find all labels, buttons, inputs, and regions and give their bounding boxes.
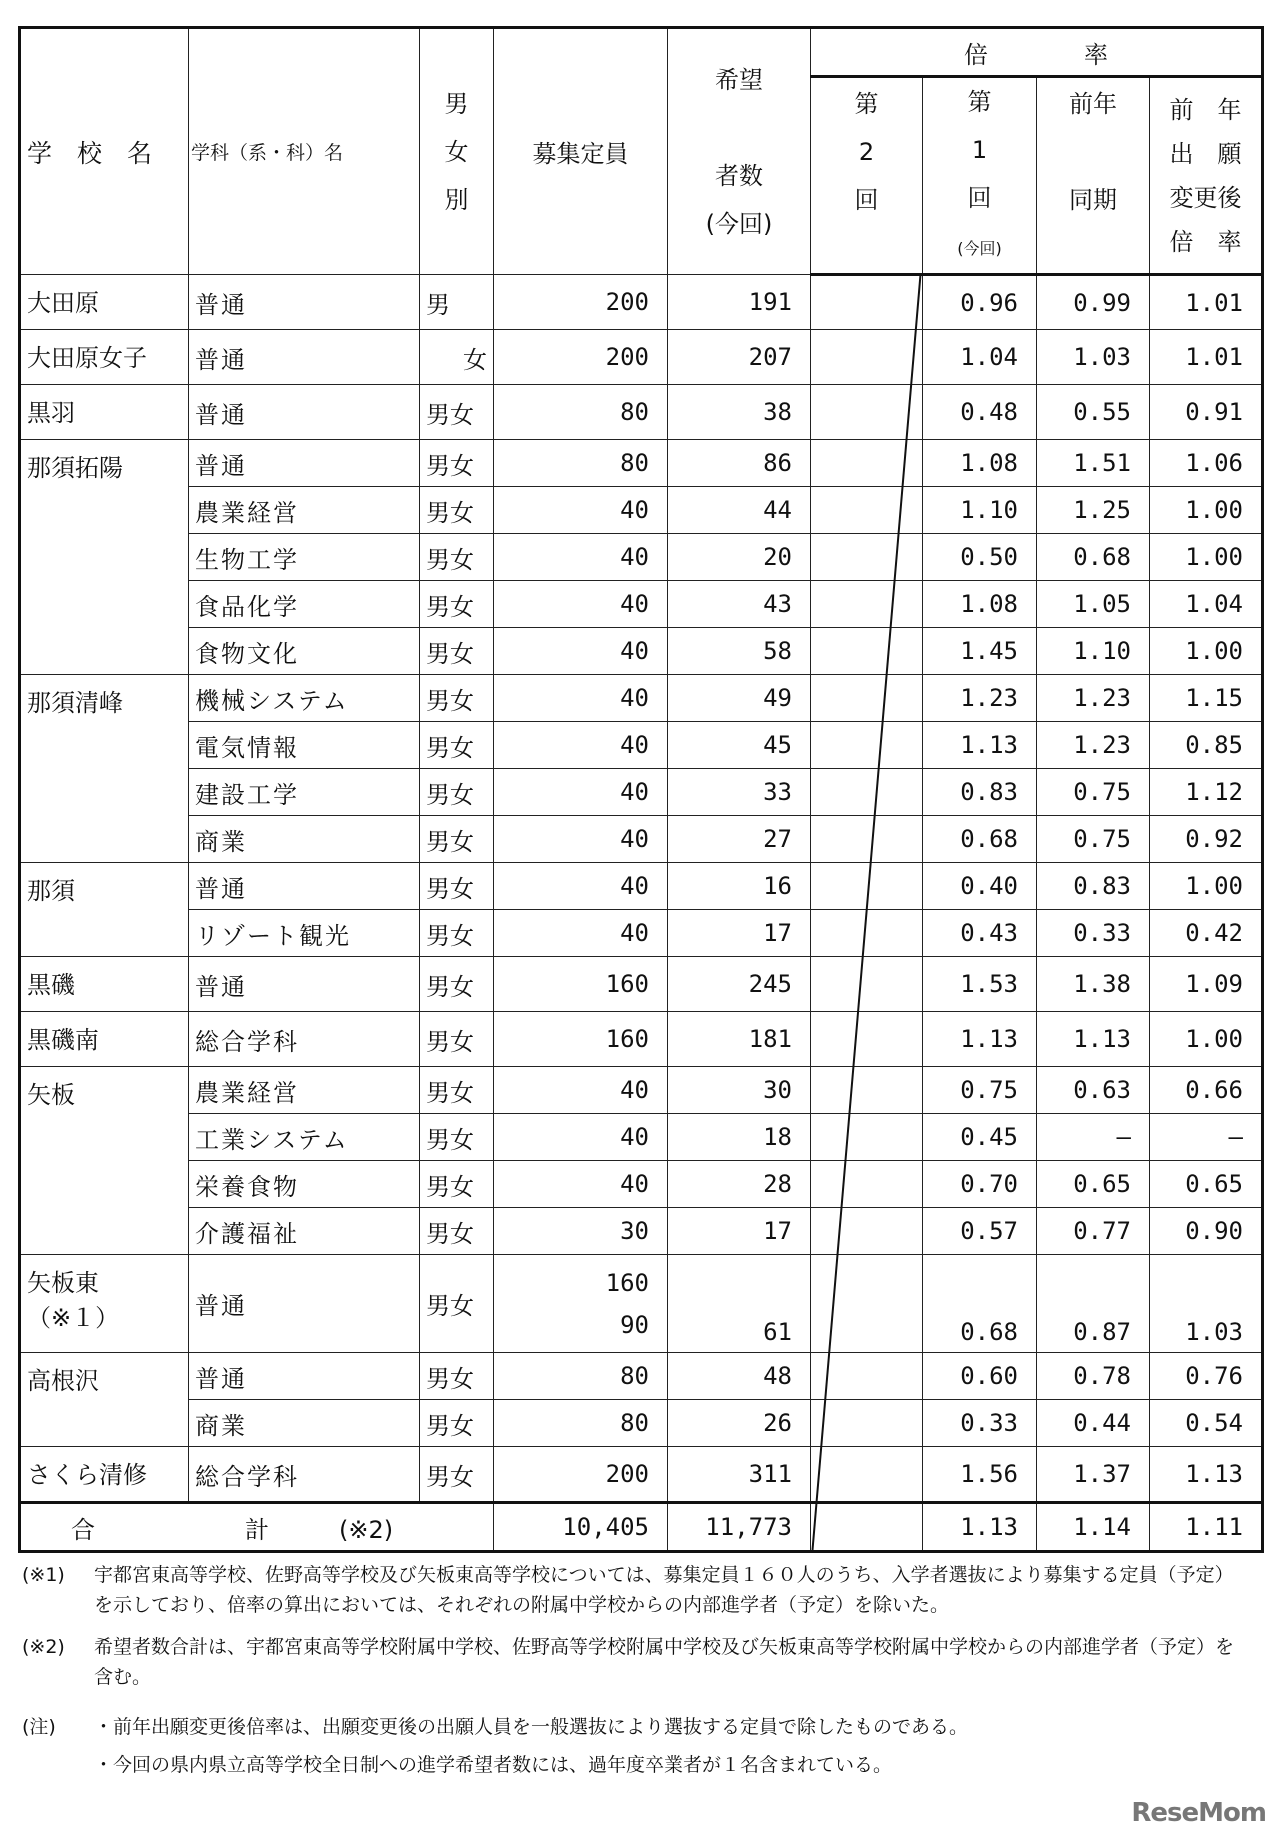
round2-ratio [811,385,923,440]
round2-ratio [811,1161,923,1208]
prev-year-ratio: 1.23 [1037,722,1150,769]
applicants: 311 [668,1447,811,1503]
capacity: 80 [494,1400,668,1447]
prev-changed-ratio: 1.00 [1150,487,1263,534]
footnote-4: ・今回の県内県立高等学校全日制への進学希望者数には、過年度卒業者が１名含まれている。 [94,1754,893,1776]
capacity: 200 [494,330,668,385]
round1-ratio: 0.68 [923,816,1037,863]
gender: 男女 [420,1114,494,1161]
round2-ratio [811,910,923,957]
applicants: 181 [668,1012,811,1067]
round1-ratio: 0.75 [923,1067,1037,1114]
capacity: 160 90 [494,1255,668,1353]
table-row [20,910,1263,957]
round2-ratio [811,1447,923,1503]
dept-name: 総合学科 [189,1447,420,1503]
round2-ratio [811,487,923,534]
dept-name: 普通 [189,440,420,487]
prev-year-ratio: 1.38 [1037,957,1150,1012]
total-applicants: 11,773 [668,1503,811,1552]
applicants: 28 [668,1161,811,1208]
applicants: 33 [668,769,811,816]
table-row [20,1114,1263,1161]
prev-year-ratio: 0.75 [1037,769,1150,816]
applicants: 30 [668,1067,811,1114]
round2-ratio [811,534,923,581]
capacity: 40 [494,1161,668,1208]
school-name-text: 高根沢 [27,1367,99,1395]
table-row [20,816,1263,863]
dept-name: 普通 [189,1255,420,1353]
capacity: 40 [494,675,668,722]
school-name-text: 那須拓陽 [27,454,123,482]
prev-changed-ratio: 0.85 [1150,722,1263,769]
header-capacity: 募集定員 [494,28,668,275]
header-applicants: 希望 者数 (今回) [668,28,811,275]
prev-changed-ratio: 0.92 [1150,816,1263,863]
footnotes [22,1560,1252,1792]
prev-year-ratio: 0.83 [1037,863,1150,910]
table-row [20,957,1263,1012]
dept-name: 商業 [189,816,420,863]
gender: 男女 [420,385,494,440]
prev-year-ratio: 1.25 [1037,487,1150,534]
applicants: 61 [668,1255,811,1353]
header-school: 学 校 名 [20,28,189,275]
capacity: 40 [494,581,668,628]
gender: 男女 [420,1208,494,1255]
header-prev-year: 前年 同期 [1037,77,1150,275]
total-label: 合 計 (※2) [20,1503,494,1552]
applicants: 48 [668,1353,811,1400]
round1-ratio: 0.68 [923,1255,1037,1353]
applicants: 27 [668,816,811,863]
prev-year-ratio: 0.63 [1037,1067,1150,1114]
applicants: 18 [668,1114,811,1161]
capacity: 40 [494,910,668,957]
prev-changed-ratio: 0.90 [1150,1208,1263,1255]
capacity: 200 [494,275,668,330]
table-body [20,275,1263,1503]
table-row [20,1161,1263,1208]
header-prev-changed: 前 年 出 願 変更後 倍 率 [1150,77,1263,275]
capacity: 40 [494,769,668,816]
table-row [20,628,1263,675]
round2-ratio [811,581,923,628]
capacity: 40 [494,628,668,675]
gender: 男女 [420,1255,494,1353]
total-prev: 1.14 [1037,1503,1150,1552]
total-round1: 1.13 [923,1503,1037,1552]
prev-year-ratio: 0.77 [1037,1208,1150,1255]
table-row [20,769,1263,816]
table-row [20,1447,1263,1503]
school-name [20,863,189,957]
prev-year-ratio: — [1037,1114,1150,1161]
round2-ratio [811,628,923,675]
applicants: 26 [668,1400,811,1447]
dept-name: 普通 [189,957,420,1012]
capacity: 40 [494,722,668,769]
footnote-2: (※2) 希望者数合計は、宇都宮東高等学校附属中学校、佐野高等学校附属中学校及び矢板東高等学校附属中学校からの内部進学者（予定）を含む。 [22,1636,1235,1688]
footnote-1: (※1) 宇都宮東高等学校、佐野高等学校及び矢板東高等学校については、募集定員１６０人のうち、入学者選抜により募集する定員（予定）を示しており、倍率の算出においては、それぞれの附属中学校からの内部進学者（予定）を除いた。 [22,1564,1234,1616]
prev-changed-ratio: 0.66 [1150,1067,1263,1114]
school-name-text: 大田原女子 [27,344,147,372]
prev-changed-ratio: — [1150,1114,1263,1161]
round1-ratio: 1.45 [923,628,1037,675]
school-name [20,675,189,863]
prev-changed-ratio: 1.04 [1150,581,1263,628]
prev-year-ratio: 1.03 [1037,330,1150,385]
round2-ratio [811,1255,923,1353]
school-name-text: 黒羽 [27,399,75,427]
prev-changed-ratio: 1.13 [1150,1447,1263,1503]
round1-ratio: 0.60 [923,1353,1037,1400]
round2-ratio [811,330,923,385]
round1-ratio: 1.56 [923,1447,1037,1503]
prev-changed-ratio: 0.42 [1150,910,1263,957]
prev-changed-ratio: 1.01 [1150,275,1263,330]
total-round2 [811,1503,923,1552]
round1-ratio: 0.33 [923,1400,1037,1447]
table-row [20,1255,1263,1353]
admission-table-wrap [18,26,1261,1553]
applicants: 20 [668,534,811,581]
prev-changed-ratio: 1.00 [1150,1012,1263,1067]
gender: 男女 [420,1400,494,1447]
school-name [20,385,189,440]
round1-ratio: 0.96 [923,275,1037,330]
prev-year-ratio: 0.68 [1037,534,1150,581]
table-row [20,385,1263,440]
prev-changed-ratio: 0.91 [1150,385,1263,440]
capacity: 80 [494,1353,668,1400]
round2-ratio [811,1208,923,1255]
capacity: 160 [494,1012,668,1067]
prev-year-ratio: 1.37 [1037,1447,1150,1503]
round1-ratio: 0.70 [923,1161,1037,1208]
prev-year-ratio: 1.10 [1037,628,1150,675]
dept-name: 普通 [189,1353,420,1400]
school-name-text: 黒磯南 [27,1026,99,1054]
applicants: 43 [668,581,811,628]
total-prev-changed: 1.11 [1150,1503,1263,1552]
prev-year-ratio: 0.44 [1037,1400,1150,1447]
gender: 男女 [420,628,494,675]
school-name [20,1067,189,1255]
gender: 男女 [420,816,494,863]
capacity: 40 [494,1114,668,1161]
table-row [20,534,1263,581]
round2-ratio [811,675,923,722]
prev-year-ratio: 0.55 [1037,385,1150,440]
table-row [20,487,1263,534]
table-row [20,722,1263,769]
capacity: 80 [494,385,668,440]
round1-ratio: 0.83 [923,769,1037,816]
prev-changed-ratio: 1.00 [1150,863,1263,910]
school-name-text: 那須 [27,877,75,905]
round2-ratio [811,816,923,863]
table-row [20,863,1263,910]
round1-ratio: 0.57 [923,1208,1037,1255]
gender: 男女 [420,863,494,910]
gender: 男女 [420,1447,494,1503]
prev-year-ratio: 1.05 [1037,581,1150,628]
round1-ratio: 0.40 [923,863,1037,910]
round2-ratio [811,1012,923,1067]
applicants: 191 [668,275,811,330]
resemom-watermark: ReseMom [1131,1798,1266,1828]
table-row [20,330,1263,385]
dept-name: 栄養食物 [189,1161,420,1208]
dept-name: 農業経営 [189,1067,420,1114]
table-row [20,1012,1263,1067]
applicants: 207 [668,330,811,385]
applicants: 44 [668,487,811,534]
gender: 男女 [420,675,494,722]
prev-year-ratio: 0.65 [1037,1161,1150,1208]
table-row [20,440,1263,487]
dept-name: 機械システム [189,675,420,722]
dept-name: 普通 [189,385,420,440]
capacity: 40 [494,1067,668,1114]
school-name-text: 那須清峰 [27,689,123,717]
dept-name: 普通 [189,275,420,330]
prev-changed-ratio: 1.00 [1150,534,1263,581]
table-row [20,675,1263,722]
round1-ratio: 0.50 [923,534,1037,581]
school-name [20,1353,189,1447]
round1-ratio: 1.23 [923,675,1037,722]
dept-name: 農業経営 [189,487,420,534]
applicants: 16 [668,863,811,910]
applicants: 17 [668,1208,811,1255]
capacity: 30 [494,1208,668,1255]
header-gender: 男 女 別 [420,28,494,275]
round2-ratio [811,275,923,330]
dept-name: リゾート観光 [189,910,420,957]
header-round2: 第 2 回 [811,77,923,275]
header-dept: 学科（系・科）名 [189,28,420,275]
gender: 男女 [420,1067,494,1114]
applicants: 245 [668,957,811,1012]
prev-changed-ratio: 1.06 [1150,440,1263,487]
prev-changed-ratio: 1.01 [1150,330,1263,385]
dept-name: 総合学科 [189,1012,420,1067]
prev-year-ratio: 0.99 [1037,275,1150,330]
header-round1: 第 1 回 (今回) [923,77,1037,275]
round1-ratio: 1.04 [923,330,1037,385]
round2-ratio [811,769,923,816]
gender: 男女 [420,487,494,534]
table-row [20,1353,1263,1400]
applicants: 49 [668,675,811,722]
capacity: 40 [494,534,668,581]
capacity: 160 [494,957,668,1012]
prev-changed-ratio: 1.09 [1150,957,1263,1012]
dept-name: 建設工学 [189,769,420,816]
school-name-text: 大田原 [27,289,99,317]
prev-year-ratio: 1.13 [1037,1012,1150,1067]
round2-ratio [811,1114,923,1161]
prev-changed-ratio: 0.65 [1150,1161,1263,1208]
capacity: 40 [494,863,668,910]
applicants: 38 [668,385,811,440]
dept-name: 食品化学 [189,581,420,628]
prev-year-ratio: 0.78 [1037,1353,1150,1400]
dept-name: 電気情報 [189,722,420,769]
gender: 男女 [420,581,494,628]
table-row [20,1400,1263,1447]
capacity: 40 [494,816,668,863]
round1-ratio: 1.08 [923,581,1037,628]
dept-name: 普通 [189,863,420,910]
round1-ratio: 1.13 [923,722,1037,769]
gender: 男女 [420,1012,494,1067]
dept-name: 介護福祉 [189,1208,420,1255]
dept-name: 商業 [189,1400,420,1447]
school-name-text: 黒磯 [27,971,75,999]
round1-ratio: 0.43 [923,910,1037,957]
round1-ratio: 0.45 [923,1114,1037,1161]
gender: 男女 [420,440,494,487]
prev-changed-ratio: 1.15 [1150,675,1263,722]
school-name-text: 矢板 [27,1081,75,1109]
school-name [20,1447,189,1503]
school-name [20,330,189,385]
round1-ratio: 1.13 [923,1012,1037,1067]
gender: 男女 [420,722,494,769]
applicants: 17 [668,910,811,957]
table-row [20,581,1263,628]
dept-name: 工業システム [189,1114,420,1161]
applicants: 58 [668,628,811,675]
prev-year-ratio: 0.75 [1037,816,1150,863]
table-row [20,1067,1263,1114]
round2-ratio [811,957,923,1012]
capacity: 200 [494,1447,668,1503]
round2-ratio [811,440,923,487]
school-name [20,275,189,330]
round1-ratio: 0.48 [923,385,1037,440]
school-name [20,440,189,675]
round2-ratio [811,722,923,769]
gender: 男女 [420,910,494,957]
school-name [20,957,189,1012]
dept-name: 普通 [189,330,420,385]
prev-changed-ratio: 0.54 [1150,1400,1263,1447]
prev-changed-ratio: 0.76 [1150,1353,1263,1400]
round1-ratio: 1.10 [923,487,1037,534]
gender: 女 [420,330,494,385]
school-name [20,1012,189,1067]
prev-changed-ratio: 1.03 [1150,1255,1263,1353]
dept-name: 食物文化 [189,628,420,675]
prev-changed-ratio: 1.00 [1150,628,1263,675]
capacity: 80 [494,440,668,487]
gender: 男女 [420,957,494,1012]
applicants: 86 [668,440,811,487]
dept-name: 生物工学 [189,534,420,581]
school-name-text: さくら清修 [27,1461,147,1489]
round1-ratio: 1.53 [923,957,1037,1012]
gender: 男女 [420,769,494,816]
gender: 男女 [420,534,494,581]
applicants: 45 [668,722,811,769]
round2-ratio [811,1353,923,1400]
prev-year-ratio: 1.23 [1037,675,1150,722]
gender: 男女 [420,1353,494,1400]
round2-ratio [811,863,923,910]
round2-ratio [811,1400,923,1447]
header-ratio: 倍 率 [811,28,1263,77]
round1-ratio: 1.08 [923,440,1037,487]
footnote-3: (注) ・前年出願変更後倍率は、出願変更後の出願人員を一般選抜により選抜する定員で除したものである。 [22,1716,969,1738]
capacity: 40 [494,487,668,534]
prev-year-ratio: 0.87 [1037,1255,1150,1353]
prev-year-ratio: 1.51 [1037,440,1150,487]
gender: 男 [420,275,494,330]
total-capacity: 10,405 [494,1503,668,1552]
school-name-text: 矢板東 [27,1269,99,1297]
prev-year-ratio: 0.33 [1037,910,1150,957]
school-name [20,1255,189,1353]
prev-changed-ratio: 1.12 [1150,769,1263,816]
admission-ratio-table [18,26,1264,1553]
table-row [20,1208,1263,1255]
round2-ratio [811,1067,923,1114]
gender: 男女 [420,1161,494,1208]
table-row [20,275,1263,330]
school-note: （※１） [27,1304,120,1332]
